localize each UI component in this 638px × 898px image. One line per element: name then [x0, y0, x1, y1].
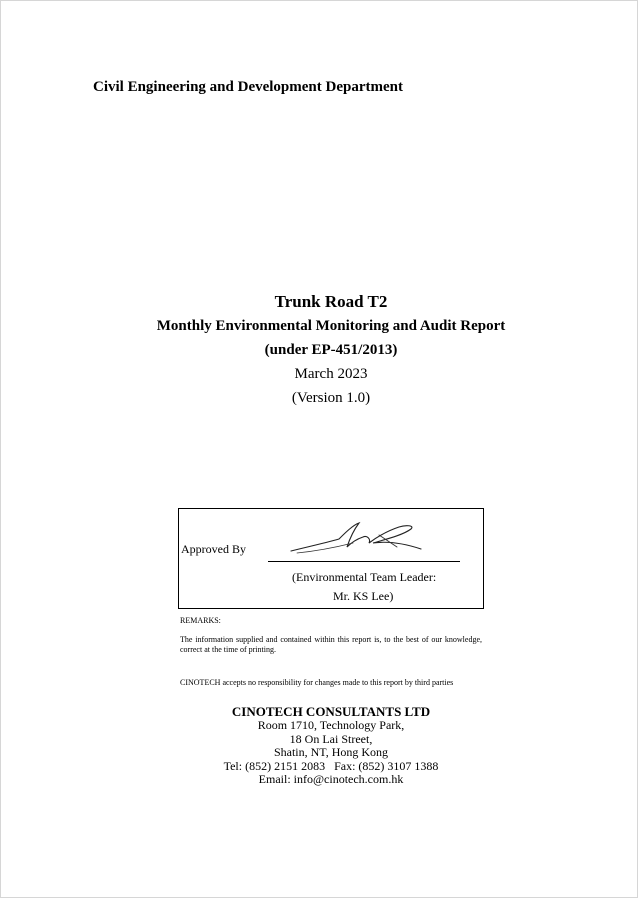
- company-address-line: 18 On Lai Street,: [289, 731, 373, 746]
- report-version: (Version 1.0): [291, 390, 371, 406]
- permit-number: (under EP-451/2013): [264, 342, 398, 358]
- signature-image: [287, 513, 427, 561]
- title-block: [1, 290, 638, 410]
- company-name: CINOTECH CONSULTANTS LTD: [231, 704, 431, 719]
- company-address-line: Room 1710, Technology Park,: [257, 718, 405, 732]
- remarks-text: The information supplied and contained within this report is, to the best of our knowledge, correct at the time of printing.: [180, 635, 482, 654]
- approved-by-label: Approved By: [181, 542, 246, 556]
- disclaimer-text: CINOTECH accepts no responsibility for changes made to this report by third parties: [180, 678, 454, 687]
- approval-box: [178, 508, 484, 609]
- remarks-label: REMARKS:: [180, 616, 221, 625]
- company-email: Email: info@cinotech.com.hk: [258, 772, 404, 786]
- approver-name: Mr. KS Lee): [333, 589, 394, 603]
- report-type: Monthly Environmental Monitoring and Audit Report: [156, 318, 506, 334]
- report-period: March 2023: [294, 366, 368, 382]
- approver-role: (Environmental Team Leader:: [292, 570, 437, 584]
- company-address-line: Shatin, NT, Hong Kong: [273, 745, 389, 759]
- company-tel-fax: Tel: (852) 2151 2083 Fax: (852) 3107 1388: [223, 758, 439, 773]
- project-title: Trunk Road T2: [274, 292, 388, 311]
- department-heading: Civil Engineering and Development Department: [93, 79, 403, 95]
- signature-line: [268, 561, 460, 562]
- company-block: [1, 704, 638, 787]
